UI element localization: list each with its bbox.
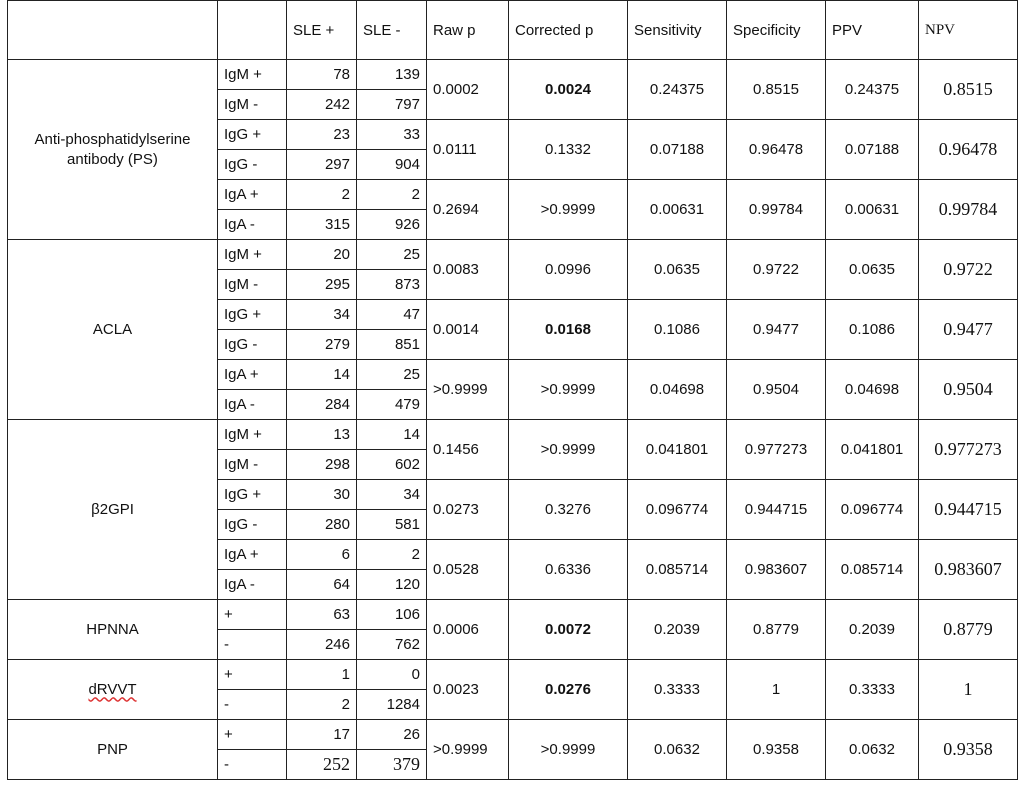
npv-value: 0.8515	[919, 60, 1018, 120]
corrected-p-value: 0.0024	[509, 60, 628, 120]
npv-value: 0.944715	[919, 480, 1018, 540]
specificity-value: 1	[727, 660, 826, 720]
group-name	[8, 60, 218, 240]
group-name	[8, 660, 218, 720]
sle-pos-count: 14	[287, 360, 357, 390]
sle-neg-count: 33	[357, 120, 427, 150]
sle-pos-count: 295	[287, 270, 357, 300]
sle-pos-count: 280	[287, 510, 357, 540]
sle-pos-count: 13	[287, 420, 357, 450]
ppv-value: 0.2039	[826, 600, 919, 660]
raw-p-value: 0.0014	[427, 300, 509, 360]
group-name-text: dRVVT	[88, 680, 137, 698]
sle-neg-count: 873	[357, 270, 427, 300]
sle-pos-count: 242	[287, 90, 357, 120]
header-ppv: PPV	[826, 1, 919, 60]
sensitivity-value: 0.2039	[628, 600, 727, 660]
corrected-p-value: 0.6336	[509, 540, 628, 600]
positive-label: IgA +	[218, 540, 287, 570]
specificity-value: 0.96478	[727, 120, 826, 180]
header-raw-p: Raw p	[427, 1, 509, 60]
negative-label: -	[218, 690, 287, 720]
corrected-p-value: 0.0168	[509, 300, 628, 360]
corrected-p-value: 0.0996	[509, 240, 628, 300]
positive-label: +	[218, 720, 287, 750]
sle-neg-count: 762	[357, 630, 427, 660]
sle-neg-count: 34	[357, 480, 427, 510]
header-row	[8, 1, 1018, 60]
sle-neg-count: 2	[357, 540, 427, 570]
sle-neg-count: 581	[357, 510, 427, 540]
sle-neg-count: 904	[357, 150, 427, 180]
sle-neg-count: 25	[357, 360, 427, 390]
corrected-p-value: >0.9999	[509, 360, 628, 420]
raw-p-value: 0.0528	[427, 540, 509, 600]
corrected-p-value: 0.1332	[509, 120, 628, 180]
positive-label: IgG +	[218, 300, 287, 330]
sle-pos-count: 1	[287, 660, 357, 690]
specificity-value: 0.8515	[727, 60, 826, 120]
sle-pos-count: 23	[287, 120, 357, 150]
corrected-p-value: >0.9999	[509, 720, 628, 780]
sle-neg-count: 14	[357, 420, 427, 450]
specificity-value: 0.8779	[727, 600, 826, 660]
sle-neg-count: 797	[357, 90, 427, 120]
ppv-value: 0.00631	[826, 180, 919, 240]
header-specificity: Specificity	[727, 1, 826, 60]
specificity-value: 0.9722	[727, 240, 826, 300]
specificity-value: 0.9504	[727, 360, 826, 420]
negative-label: IgM -	[218, 450, 287, 480]
group-name	[8, 600, 218, 660]
group-name-text: HPNNA	[86, 620, 139, 638]
ppv-value: 0.085714	[826, 540, 919, 600]
table-row	[8, 240, 1018, 270]
negative-label: IgA -	[218, 390, 287, 420]
ppv-value: 0.041801	[826, 420, 919, 480]
negative-label: IgM -	[218, 270, 287, 300]
sle-pos-count: 2	[287, 690, 357, 720]
table-row	[8, 660, 1018, 690]
sle-pos-count: 298	[287, 450, 357, 480]
raw-p-value: >0.9999	[427, 360, 509, 420]
npv-value: 0.9504	[919, 360, 1018, 420]
sle-pos-count: 252	[287, 750, 357, 780]
npv-value: 0.983607	[919, 540, 1018, 600]
corrected-p-value: >0.9999	[509, 420, 628, 480]
ppv-value: 0.096774	[826, 480, 919, 540]
sle-neg-count: 851	[357, 330, 427, 360]
results-table	[7, 0, 1018, 780]
sle-pos-count: 2	[287, 180, 357, 210]
header-sle-neg: SLE -	[357, 1, 427, 60]
corrected-p-value: >0.9999	[509, 180, 628, 240]
header-corrected-p: Corrected p	[509, 1, 628, 60]
sensitivity-value: 0.041801	[628, 420, 727, 480]
raw-p-value: 0.1456	[427, 420, 509, 480]
sensitivity-value: 0.096774	[628, 480, 727, 540]
specificity-value: 0.983607	[727, 540, 826, 600]
raw-p-value: 0.0273	[427, 480, 509, 540]
sensitivity-value: 0.1086	[628, 300, 727, 360]
positive-label: IgM +	[218, 60, 287, 90]
group-name-text: β2GPI	[91, 500, 134, 518]
specificity-value: 0.9477	[727, 300, 826, 360]
specificity-value: 0.944715	[727, 480, 826, 540]
ppv-value: 0.1086	[826, 300, 919, 360]
sle-pos-count: 63	[287, 600, 357, 630]
group-name-text: PNP	[97, 740, 128, 758]
sensitivity-value: 0.04698	[628, 360, 727, 420]
sensitivity-value: 0.0632	[628, 720, 727, 780]
raw-p-value: 0.0006	[427, 600, 509, 660]
sensitivity-value: 0.07188	[628, 120, 727, 180]
sensitivity-value: 0.085714	[628, 540, 727, 600]
npv-value: 0.96478	[919, 120, 1018, 180]
header-empty-name	[8, 1, 218, 60]
positive-label: IgG +	[218, 120, 287, 150]
table-body	[8, 1, 1018, 780]
ppv-value: 0.0632	[826, 720, 919, 780]
sle-neg-count: 120	[357, 570, 427, 600]
positive-label: IgM +	[218, 240, 287, 270]
group-name	[8, 240, 218, 420]
positive-label: IgG +	[218, 480, 287, 510]
sle-pos-count: 78	[287, 60, 357, 90]
sle-neg-count: 25	[357, 240, 427, 270]
sle-neg-count: 1284	[357, 690, 427, 720]
header-npv: NPV	[919, 1, 1018, 60]
sensitivity-value: 0.3333	[628, 660, 727, 720]
sle-pos-count: 34	[287, 300, 357, 330]
positive-label: IgA +	[218, 360, 287, 390]
sle-pos-count: 284	[287, 390, 357, 420]
raw-p-value: 0.0083	[427, 240, 509, 300]
table-row	[8, 420, 1018, 450]
negative-label: IgG -	[218, 510, 287, 540]
specificity-value: 0.977273	[727, 420, 826, 480]
table-row	[8, 60, 1018, 90]
sle-neg-count: 0	[357, 660, 427, 690]
sle-pos-count: 315	[287, 210, 357, 240]
ppv-value: 0.07188	[826, 120, 919, 180]
negative-label: -	[218, 750, 287, 780]
header-sle-pos: SLE +	[287, 1, 357, 60]
negative-label: IgG -	[218, 330, 287, 360]
table-row	[8, 600, 1018, 630]
npv-value: 0.99784	[919, 180, 1018, 240]
group-name-text: ACLA	[92, 320, 133, 338]
sle-pos-count: 297	[287, 150, 357, 180]
header-empty-label	[218, 1, 287, 60]
npv-value: 0.9477	[919, 300, 1018, 360]
sle-neg-count: 106	[357, 600, 427, 630]
negative-label: IgM -	[218, 90, 287, 120]
sle-pos-count: 279	[287, 330, 357, 360]
sensitivity-value: 0.0635	[628, 240, 727, 300]
ppv-value: 0.24375	[826, 60, 919, 120]
sle-pos-count: 64	[287, 570, 357, 600]
ppv-value: 0.3333	[826, 660, 919, 720]
specificity-value: 0.9358	[727, 720, 826, 780]
corrected-p-value: 0.0072	[509, 600, 628, 660]
sle-pos-count: 30	[287, 480, 357, 510]
sensitivity-value: 0.24375	[628, 60, 727, 120]
group-name	[8, 720, 218, 780]
sle-pos-count: 20	[287, 240, 357, 270]
table-row	[8, 720, 1018, 750]
corrected-p-value: 0.3276	[509, 480, 628, 540]
sle-neg-count: 602	[357, 450, 427, 480]
positive-label: +	[218, 660, 287, 690]
corrected-p-value: 0.0276	[509, 660, 628, 720]
sle-neg-count: 379	[357, 750, 427, 780]
raw-p-value: 0.0002	[427, 60, 509, 120]
negative-label: IgA -	[218, 210, 287, 240]
header-sensitivity: Sensitivity	[628, 1, 727, 60]
specificity-value: 0.99784	[727, 180, 826, 240]
raw-p-value: >0.9999	[427, 720, 509, 780]
raw-p-value: 0.0111	[427, 120, 509, 180]
raw-p-value: 0.2694	[427, 180, 509, 240]
positive-label: IgA +	[218, 180, 287, 210]
sle-neg-count: 2	[357, 180, 427, 210]
negative-label: IgG -	[218, 150, 287, 180]
raw-p-value: 0.0023	[427, 660, 509, 720]
ppv-value: 0.04698	[826, 360, 919, 420]
npv-value: 1	[919, 660, 1018, 720]
sle-neg-count: 47	[357, 300, 427, 330]
ppv-value: 0.0635	[826, 240, 919, 300]
sle-neg-count: 139	[357, 60, 427, 90]
sle-neg-count: 26	[357, 720, 427, 750]
sle-pos-count: 17	[287, 720, 357, 750]
group-name	[8, 420, 218, 600]
npv-value: 0.9358	[919, 720, 1018, 780]
sle-pos-count: 246	[287, 630, 357, 660]
sensitivity-value: 0.00631	[628, 180, 727, 240]
positive-label: +	[218, 600, 287, 630]
npv-value: 0.9722	[919, 240, 1018, 300]
positive-label: IgM +	[218, 420, 287, 450]
npv-value: 0.977273	[919, 420, 1018, 480]
sle-pos-count: 6	[287, 540, 357, 570]
sle-neg-count: 926	[357, 210, 427, 240]
negative-label: -	[218, 630, 287, 660]
group-name-text: Anti-phosphatidylserine antibody (PS)	[34, 130, 191, 168]
npv-value: 0.8779	[919, 600, 1018, 660]
negative-label: IgA -	[218, 570, 287, 600]
sle-neg-count: 479	[357, 390, 427, 420]
